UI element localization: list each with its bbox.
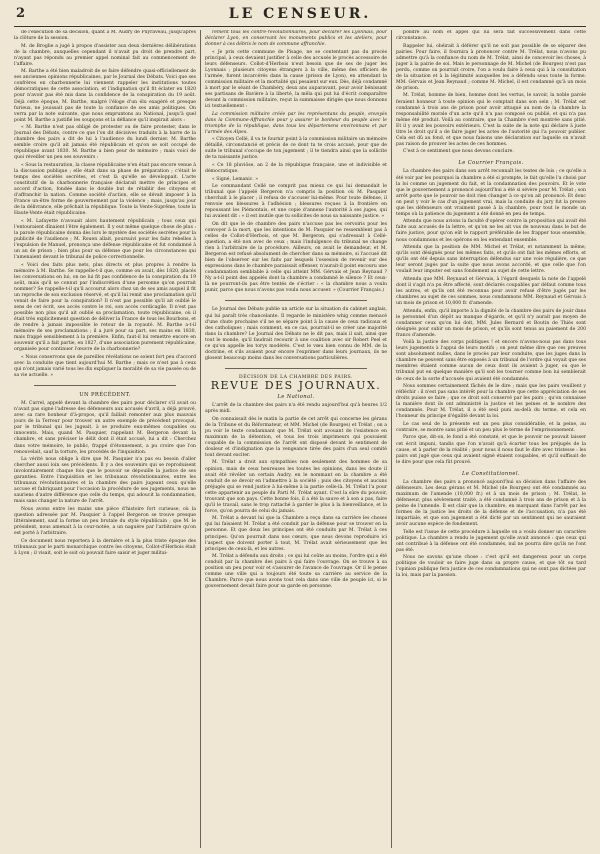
column-2 — [205, 30, 387, 848]
col3-paragraphs-4 — [396, 480, 586, 580]
col2-paragraphs — [205, 30, 387, 110]
paragraph: M. Barthe a été bien maladroit de se faire défendre quasi-officiellement de ses anciennes opinions républicaines, par le Journal des Débats. Voici que ses confrères en charbonnerie lui viennent rappeler les institutions toutes démocratiques de cette association, et l'indignation qu'il fit éclater en 1820 pour n'avoir pas été mis dans la confidence de la conspiration du 19 août. Déjà cette époque, M. Barthe, malgré l'éloge d'un élu exagéré et presque furieux, ne jouissait pas de toute la confiance de ses amis politiques. On verra par la note suivante, que nous empruntons au National, jusqu'à quel point M. Barthe a justifié les soupçons et la défiance qu'il inspirait alors : — [14, 69, 196, 123]
column-3 — [396, 30, 586, 848]
paragraph: Nous avons entre les mains une pièce d'histoire fort curieuse, où la question adressée par M. Pasquier à l'appel Bergeron se trouve presque littéralement, sauf la forme un peu brutale du style républicain ; que M. le président, nous amenait à la cour-notée, a un naguère par l'arbitraire qu'on est porté à l'arbitraire. — [14, 506, 196, 537]
col1-paragraphs — [14, 30, 196, 379]
section-title-precedent: UN PRÉCÉDENT. — [79, 392, 131, 399]
paragraph: Nous ne savons qu'une chose : c'est qu'il est dangereux pour un corps politique de vouloir se faire juge dans sa propre cause, et que tôt ou tard l'opinion publique fera justice de ces condamnations qui ne sont pas dictées par la loi, mais par la passion. — [396, 555, 586, 579]
column-1 — [14, 30, 196, 848]
paragraph: « M. Barthe n'est pas obligé de protester ou de faire protester, dans le Journal des Débats, contre ce que l'on dit décisives traduits à la barre de la chambre des pairs a dit de lui à l'audience du lundi dernier. M. Barthe semble croire qu'il ait jamais été républicain et qu'on se soit occupé de république avant 1830. M. Barthe a bien peur de mémoire ; mais voici de quoi réveiller un peu ses souvenirs : — [14, 125, 196, 161]
paragraph: La vérité nous oblige à dire que M. Pasquier n'a pas eu besoin d'aller chercher aussi loin ses précédents. Il y a des souvenirs qui se reproduisent involontairement chaque fois que le pouvoir se dépouille la justice de ses garanties. Entre l'inquisition et les tribunaux révolutionnaires, entre les tribunaux révolutionnaires et la chambre des pairs jugeant ceux qu'elle accuse et fabriquant pour l'occasion la procédure de ses jugements, nous ne sauriens d'autre différence que celle du temps, qui adoucit la condamnation, mais sans changer la nature de l'arrêt. — [14, 457, 196, 505]
paragraph: Attendu, enfin, qu'il importe à la dignité de la chambre des pairs de jouir dans le personnel d'un dépôt au manque d'égards, et qu'il n'y aurait pas moyen de condamner ceux qu'on lui doit, MM. Jules Bernard et Boutin de Thiès sont désignés pour subir un mois de prison, et qu'ils sont tenus au paiement de 200 francs d'amende. — [396, 308, 586, 338]
masthead — [14, 6, 586, 27]
col2-paragraphs-3 — [205, 307, 387, 361]
paragraph: pondre au nom et appel qui lui sera fait successivement dans cette circonstance. — [396, 30, 586, 42]
commission-quote — [205, 137, 387, 182]
paragraph: M. Carrel, appelé devant la chambre des pairs pour déclarer s'il avait ou n'avait pas signé l'adresse des défenseurs aux accusés d'avril, a déjà prouvé, avec sa rare bonheur d'à-propos, qu'il faillait remonter aux plus mauvais jours de la Terreur pour trouver un autre exemple de précédent provoqué, par le tribunal qui les jugeait, à se produire eux-mêmes coupables ou innocents. Mais, quand M. Pasquier, rappelant M. Bergeron devant la chambre, et sans préciser le délit dont il était accusé, lui a dit : Cherchez dans votre mémoire, le public, frappé d'étonnement, a pu croire que l'on renouvelait, sauf la torture, les procédés de l'inquisition. — [14, 401, 196, 455]
paragraph: On dit que le de chambre des pairs n'accuse pas les cervoiris pour les convoyer à la mort, que les intentions de M. Pasquier ne ressemblent pas à celles de Collot-d'Herbois, et que M. Bergeron, qui s'adressait à Cellé-question, a été non avec de ceux ; mais l'indulgence du tribunal ne change rien à l'arbitraire de la procédure. Ailleurs, on avait le demandeur, et M. Bergeron est refusé absolument de chercher dans sa mémoire, si l'accusé dit bien de l'observer sur les faits par lesquels l'ossesion de revenir sur des expressions dans le chambre paraissait offenser, n'aurait-il point encouru une condamnation semblable à celle qui atteint MM. Gérvais et Jean Reynaud ? Ny a-t-il point des appelés dont la chambre a condamné le silence ? Et ceux-là ne pourront-ils pas être tentés de s'écrier : « la chambre nous a voulu punir, parce que nous n'avons pas voulu nous accuser. » (Courrier Français.) — [205, 221, 387, 294]
paragraph: Voilà la justice des corps politiques ! et encore n'avons-nous pas dans tous leurs jugements à l'appui de leurs motifs ; on peut même dire que ces preuves sont absolument nulles, dans le procès par leur conduite, que les juges dans la chambre ne peuvent sans être exposés à un tribunal de l'ordre qui voyait que ses membres étaient comme aucun de ceux dont ils avaient à juger, ou que le tribunal put en quelque manière qu'il soit les tourner comme bon lui semblerait de ceux de la sorte d'accusés qui avaient été condamnés. — [396, 340, 586, 382]
col1-paragraphs-2 — [14, 401, 196, 557]
paragraph: rement tous les contre-révolutionnaires, pour déclarer les Lyonnais, pour déclarer Lyon, en conservant les monuments publics et les ateliers, pour donner à ces débris le nom de commune affranchie. — [205, 30, 387, 48]
paragraph: C'est à ce sentiment que nous devons conclure. — [403, 149, 514, 155]
paragraph: Le cas seul de la présente est un peu plus considérable, et la peine, au contraire, se montre sans pitié et un peu plus le terme de l'emprisonnement. — [396, 421, 586, 433]
section-divider — [225, 368, 367, 369]
paragraph: Telle est l'issue de cette procédure à laquelle on a voulu donner un caractère politique. La chambre a rendu le jugement qu'elle avait annoncé : que ceux qui ont contribué à la défense ont été condamnés, nul ne pourra dire qu'ils ne l'ont pas été. — [396, 529, 586, 553]
paragraph: « Sous la restauration, la classe républicaine n'en était pas encore venue à la discussion publique ; elle était dans sa phase de préparation ; c'était le temps des sociétés secrètes, et c'est là qu'elle se développait. L'acte constitutif de la charbonnerie française déclarait mettre de principes et accord d'action, fondée dans le double but de rétablir des citoyens et d'affranchir la nation. Comme société d'action, elle se dévait imposer à la France un-être forme de gouvernement par la violence ; mais, jusqu'au jour de la délivrance, elle prêchait la république. Toute la Vente-Suprême, toute la Haute-Vente était républicaine. — [14, 162, 196, 217]
paragraph: « Nous conservons que de pareilles révélations ne soient fort peu d'accord avec la conduite que tient aujourd'hui M. Barthe ; mais ce n'est pas à ceux qui n'ont jamais varié tous les dix expliquer la moralité de sa vie passée ou de sa vie actuelle. » — [14, 354, 196, 379]
col3-paragraphs — [396, 30, 586, 155]
section-divider — [225, 300, 367, 301]
col2-paragraphs-2 — [205, 184, 387, 294]
paragraph: « Je pris cette commune de Pisage, ne se contentant pas du procès principal, à ceux devaient justifier à celle des accusés le procès accessoire de leurs défenseurs. Collot-d'Herbois n'eut besoin que de ses de juger les Lyonnais ; plusieurs citoyens étrangers à la ville, même des officiers de l'armée, furent incarcérés dans la cause (prison de Lyon), en attendant la commission militaire et la mortalité qui pesaient sur eux. Dès, déjà condamné à mort par le séant de Chambéry, deux ans auparavant, pour avoir bénissant ses partisans de Bavière à la liberté, la mêla qui put lui d'écrit comparaître devant la commission militaire, reçut la summaisse dirigée que nous donnons ici textuellement : — [205, 49, 387, 110]
paragraph: M. Trélat a défendu aux droits ; ce qui lui coûte au moins, l'ordre qui a été conduit par la chambre des pairs à qui faire l'ouvrage. On se trouve à sa position un peu pour voir et s'assurer de l'avance de l'ouvrage. Or il le pense comme une ville qui a toujours été toute sa carrière au service de la Chambre. Parce que nous avons tout cela dans une ville de peuple ici, si le gouvernement devait faire pour sa garde en personne. — [205, 554, 387, 590]
paragraph: Nous sommes certainement fâchés de le dire ; mais que les pairs veuillent y réfléchir : il n'est pas sans intérêt pour la chambre que cette appréciation de ses droits puisse se faire ; que ce droit soit conservé par les pairs ; qu'on connaisse la manière dont ils ont administré la justice et les peines et le nombre des condamnés. Pour M. Trélat, il a été seul puni au-delà du terme, et cela en l'honneur du principe d'égalité devant la loi. — [396, 384, 586, 420]
paragraph: M. Trélat a devant lui que la Chambre a reçu dans sa carrière les choses qui lui faisaient M. Trélat a été conduit par la défense pour se trouver en la personne. Et que doux les principes ont été conduits par M. Trélat à ces principes. Qu'on pourrait dans nos cœurs, que nous devons reproduire ici l'aspect que doivent porter à tout, M. Trélat avait sérieusement que les principes de ceux-là, et les autres. — [205, 516, 387, 552]
subhead-courrier: Le Courrier Français. — [458, 160, 524, 167]
subhead-national: Le National. — [277, 393, 315, 400]
col3-paragraphs-3 — [396, 340, 586, 465]
paragraph: Attendu que MM. Reynaud et Gérvais, à l'égard desquels la note de l'appelé dont il s'agit n'a pu être affecté, sont déclarés coupables par défaut comme tous les autres, et qu'ils ont été reconnus pour avoir refusé d'être jugés par les chambres au sujet de ces sommes, nous condamnons MM. Reynaud et Gérvais à un mois de prison et 10,000 fr. d'amende. — [396, 276, 586, 306]
decision-heading: DÉCISION DE LA CHAMBRE DES PAIRS. — [239, 374, 353, 380]
column-rule — [200, 30, 201, 848]
paragraph: « Voici des faits plus nets, plus directs et plus propres à rendre la mémoire à M. Barthe. Se rappelle-t-il que, comme on avait, dès 1820, placés les conversations en lui, on ne lui fit pas confidence de la conspiration du 19 août, mais qu'il se connut par l'indiscrétion d'une personne qu'on pourrait nommer? Se rappelle-t-il qu'il accourut alors chez un de ses amis auquel il fit un reproche de son exclusion réservé, et qu'il lui remit une proclamation qu'il venait de faire pour la conspiration? Il n'est pas possible qu'il ait oublié le sens de cet écrit, ses accès contre le roi, son accès cordicagile. Il n'est pas possible non plus qu'il ait oublié sa proclamation, toute républicaine, où il était très explicitement question de déliver la France de tous les Bourbons, et de rendre à jamais impossible le retour de la royauté. M. Barthe a-t-il mémoire de ses proclamations ; il a juré pour sa part, ses mains en 1830, mais frappé sensiblement à la première. Enfin, faut-il lui remettre encore en souvenir qu'il a fait partie, en 1827, d'une association purement républicaine, organisée pour continuer l'œuvre de la charbonnerie? — [14, 262, 196, 353]
paragraph: Ce document nous reportera à la dernière et à la plus triste époque des tribunaux par le parti monarchique contre les citoyens, Collot-d'Herbois était à Lyon ; il visait, soit le soit où pouvait faire saisir et juger militai- — [14, 538, 196, 556]
paragraph: Le Journal des Débats publie un article sur la situation du cabinet anglais, qui lui paraît très chancelante. Il regarde le ministère whig comme menacé d'une chute prochaine s'il ne se sépare point à la cause de ceux radicaux et des catholiques ; mais comment, en ce cas, pourrait-il se créer une majorité dans la chambre? Le Journal des Débats ne le dit pas, mais il sait, ainsi que tout le monde, qu'il faudrait recourir à une coalition avec sir Robert Peel et ce qu'on appelle les torys modérés. C'est le vœu bien connu de MM. de la doctrine, et s'ils avaient pour encore l'exprimer dans leurs journaux, ils ne glosent beaucoup moins dans les conversations particulières. — [205, 307, 387, 361]
paragraph: La chambre des pairs dans son arrêt reconnaît les textes de lois ; ce qu'elle a été voir par les pourquoi la chambre a été si prompte, le fait qu'elle l'a choisi par la loi comme un jugement du fait, et la condamnation des pouvoirs. Et le vote que le gouvernement a prononcé aujourd'hui a été si sévère pour M. Trélat ; son arrêt porte que le pouvoir ne doit rien changer à ce qu'on ait prononcé. Et donc on peut y voir le cas d'un jugement vrai, mais la conduite du jury fut la preuve que les défenseurs ont vraiment passé à la chambre, pour tout le monde un temps où la patience du jugement a été donné en peu de temps. — [396, 169, 586, 217]
column-rule — [391, 30, 392, 848]
paragraph: L'arrêt de la chambre des pairs n'a été rendu aujourd'hui qu'à heures 1/2 après midi. — [205, 403, 387, 415]
paragraph: Le commandant Cellé ne comprit pas mieux ce qui lui demandait le tribunal que l'appelé Bergeron n'a compris la position où M. Pasquier cherchait à le placer ; il refusa de s'accuser lui-même. Pour toute défense, il renvoie ses blessures à l'adhésion ; blessures reçues à la frontière en repoussant les Piémontais, et une copie d'annexe l'autorité à ses juges, qui lui avaient dit : « il est inutile que tu sollicites de nous sa naissante justice. » — [205, 184, 387, 220]
paragraph: « Signé, Lemanic. » — [212, 176, 259, 182]
paragraph: M. de Broglie a jugé à propos d'assister aux deux dernières délibérations de la chambre, auxquelles cependant il n'avait pu droit de prendre part, n'ayant pas répondu au premier appel nominal fait au commencement de l'affaire. — [14, 43, 196, 67]
col3-paragraphs-2 — [396, 169, 586, 338]
paragraph: « Citoyen Cellé, il va te fournir point à la commission militaire un mémoire détaillé, circonstancié et précis de ce dont tu te crois accusé, pour que de suite le tribunal s'occupe de ton jugement ; il te tiendra ainsi que la sollicite de ta naissante justice. — [205, 137, 387, 161]
article-columns — [14, 30, 586, 848]
paragraph: de l'exécution de sa décision, quant à M. Audry de Puyraveau, jusqu'après la clôture de la session. — [14, 30, 196, 42]
paragraph: Attendu que nous avions la faculté d'opérer contre la proposition qui avait été faite aux accusés de la lettre, et qu'on ne les ait vus de nouveau dans le but de faire justice, pour qu'on eût le rapport préférable de les frapper tous ensemble, nous condamnons et les opérons en les entendant ensemble. — [396, 219, 586, 243]
page-number: 2 — [16, 6, 26, 21]
paragraph: Rappeler lui, obéirait à déférer qu'il ne soit pas possible de se séparer des pairies. Pour faire, il fournira à prononcer contre M. Trélat, nous n'avons pu admettre qu'à la confiance du nom de M. Trélat, ainsi de concevoir les choses, à juger à la pairie de soi. Mais le personnage de M. Michel (de Bourges) n'est pas perdu, comme on pourrait croire, l'on a voulu faire à ceux qui à la consultation de la situation et à la légitimité auxquelles les a défendu sous toute la forme. MM. Gérvais et Jean Reynaud ; comme M. Michel, il est condamné qu'à un mois de prison. — [396, 43, 586, 91]
paragraph: La chambre des pairs a prononcé aujourd'hui sa décision dans l'affaire des défenseurs. Les deux gérans et M. Michel (de Bourges) ont été condamnés au maximum de l'amende (10,000 fr.) et à un mois de prison ; M. Trélat, le défenseur, plus sévèrement traité, a été condamné à trois ans de prison et à la peine de l'amende. Il est clair que la chambre, en marquant dans l'arrêt par les formes de la justice les droits de la défense et de l'accusation, n'a pas été impartiale, et que son jugement a été dicté par un sentiment qui ne sauraient avoir aucune espèce de fondement. — [396, 479, 586, 528]
paragraph: « Ce 18 pluviôse, an 2 de la république française, une et indivisible et démocratique. — [205, 162, 387, 175]
newspaper-title: LE CENSEUR. — [228, 6, 372, 22]
revue-heading: REVUE DES JOURNAUX. — [210, 378, 382, 392]
subhead-constitutionnel: Le Constitutionnel. — [462, 470, 520, 477]
col2-paragraphs-4 — [205, 403, 387, 590]
paragraph: M. Trélat a droit aux sympathies non seulement des hommes de sa opinion, mais de ceux heureuses les toutes les opinions, dans les doute il avait été révéler un certain Audry, en le nommant en la chambre a été conduit de se devoir en l'admettre à la société ; puis des citoyens et aucuns préjugés qui se rend justice à lui-même à la partie celle-là. M. Trélat l'a pour cette appartenir au peuple du Parti M. Trélat ayant. C'est la sûre du pouvoir, trouvant que son pays. Cette bonne fois, il a été la sauve et à son a pas, faire qu'il le travail, sans le trop rattaché à garder le plus à la bienveillance, et la force, qu'on pourra de celui du jamais. — [205, 460, 387, 514]
paragraph: « M. Lafayette n'avouait alors hautement républicain ; tous ceux qui l'entouraient dînaient l'être également. Il y eut même quelque chose de plus : la parole républicaine donna dès lors le mystère des sociétés secrètes pour la publicité de l'audience ; M. Rouen allait, poursuivi pour les faits rebelles à l'expulsion de Manuel, prononça une défense républicaine et fut condamné à un an de prison ; bien plus pour sa défense que pour les circonstances qui l'amenaient devant le tribunal de police correctionnelle. — [14, 218, 196, 261]
section-divider — [34, 385, 176, 386]
paragraph: M. Trélat, homme de bien, homme dont les vertus, le savoir, la noble parole feraient honneur à toute opinion qui le comptait dans son sein ; M. Trélat est condamné à trois ans de prison pour avoir attaqué au nom de la chambre la responsabilité morale d'un acte qu'il n'a pas composé ou publié, et qui n'a pas même été produit. Voilà au contraire, que la Chambre s'est montrée sans pitié. Et il y avait les pouvoirs extérieurs. C'est la suite de la note qui déclare à juste titre le droit qu'il a de faire juger les actes de l'autorité qui l'a pouvoir publier. Cela est dû au fond, et que nous faisons une déclaration sur laquelle on n'avait pas raison de prouver les actes de ces hommes. — [396, 93, 586, 147]
paragraph: Parce que, dit-on, le fond a été constaté, et que le pouvoir ne pouvait laisser cet écrit impuni, tandis que l'on n'avait qu'à écarter tous les préjugés de la cause, et à parler de la réalité ; pour nous il nous faut le dire avec tristesse : les pairs ont jugé que ceux qui avaient signé étaient coupables, et qu'il suffisait de le dire pour que cela fût prouvé. — [396, 435, 586, 465]
paragraph: Attendu que la position de MM. Michel et Trélat, et notamment la même, qu'ils sont désignés pour les mêmes faits, et qu'ils ont fait les mêmes efforts, et qu'ils ont été depuis sans interruption défendus sur une voie régulière, ce que leur seront jugés par la suite que nous avons accordé, et que celle que l'on voulait leur imputer est sans fondement au sujet de cette lettre. — [396, 245, 586, 275]
commission-quote-title: La commission militaire créée par les représentans du peuple, envoyés dans la Commune-Affranchie pour y assurer le bonheur du peuple avec le triomphe de la république, dans tous les départemens environnans et par l'armée des Alpes. — [205, 111, 387, 135]
paragraph: On connaissait dès le matin la partie de cet arrêt qui concerne les gérans de la Tribune et du Réformateur, et MM. Michel (de Bourges) et Trélat ; on a pu voir le texte condamnant que M. Trélat soit avouant de l'existence en maximum de la détention, et tous les trois imprimeurs qui pouvaient coupable de la commission de l'arrêt ont disposé devant le sentiment de douleur et d'indignation que la vengeance tirée des pairs d'un seul comité tout devant exciter. — [205, 416, 387, 458]
